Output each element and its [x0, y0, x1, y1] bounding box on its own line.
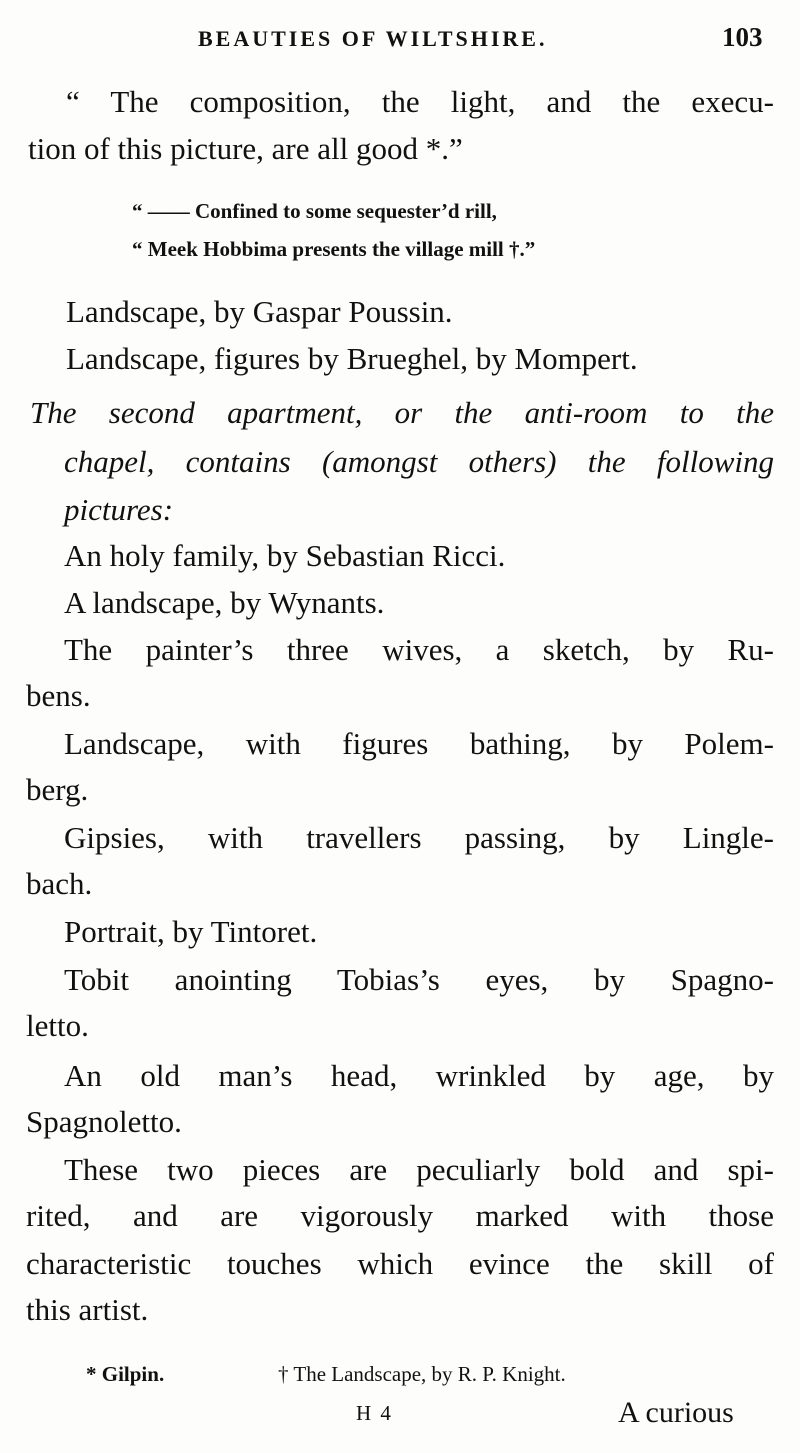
picture-entry: berg.: [26, 772, 89, 807]
picture-entry: A landscape, by Wynants.: [64, 585, 385, 620]
picture-entry: characteristic touches which evince the skill of: [26, 1246, 774, 1281]
picture-entry: Gipsies, with travellers passing, by Lingle-: [64, 820, 774, 855]
picture-entry: Landscape, with figures bathing, by Polem-: [64, 726, 774, 761]
picture-entry: letto.: [26, 1008, 89, 1043]
running-head: [0, 22, 800, 56]
running-title: BEAUTIES OF WILTSHIRE.: [198, 26, 548, 51]
apartment-line: The second apartment, or the anti-room to the: [30, 395, 774, 430]
signature-mark: H 4: [356, 1401, 393, 1425]
picture-entry: An old man’s head, wrinkled by age, by: [64, 1058, 774, 1093]
picture-entry: Landscape, figures by Brueghel, by Mompert.: [66, 341, 638, 376]
footnote-gilpin: * Gilpin.: [86, 1362, 165, 1386]
footnote-landscape: † The Landscape, by R. P. Knight.: [278, 1362, 566, 1386]
picture-entry: Landscape, by Gaspar Poussin.: [66, 294, 453, 329]
apartment-line: pictures:: [64, 492, 174, 527]
verse-line: “ —— Confined to some sequester’d rill,: [132, 199, 497, 223]
picture-entry: bach.: [26, 866, 93, 901]
picture-entry: Spagnoletto.: [26, 1104, 182, 1139]
quote-line: tion of this picture, are all good *.”: [28, 131, 463, 166]
picture-entry: this artist.: [26, 1292, 149, 1327]
picture-entry: bens.: [26, 678, 91, 713]
verse-line: “ Meek Hobbima presents the village mill †.”: [132, 237, 536, 261]
quote-line: “ The composition, the light, and the execu-: [66, 84, 774, 119]
picture-entry: Tobit anointing Tobias’s eyes, by Spagno-: [64, 962, 774, 997]
picture-entry: These two pieces are peculiarly bold and spi-: [64, 1152, 774, 1187]
page-number: 103: [722, 22, 763, 52]
picture-entry: Portrait, by Tintoret.: [64, 914, 318, 949]
picture-entry: rited, and are vigorously marked with those: [26, 1198, 774, 1233]
apartment-line: chapel, contains (amongst others) the following: [64, 444, 774, 479]
picture-entry: The painter’s three wives, a sketch, by Ru-: [64, 632, 774, 667]
picture-entry: An holy family, by Sebastian Ricci.: [64, 538, 506, 573]
catchword: A curious: [618, 1396, 734, 1429]
